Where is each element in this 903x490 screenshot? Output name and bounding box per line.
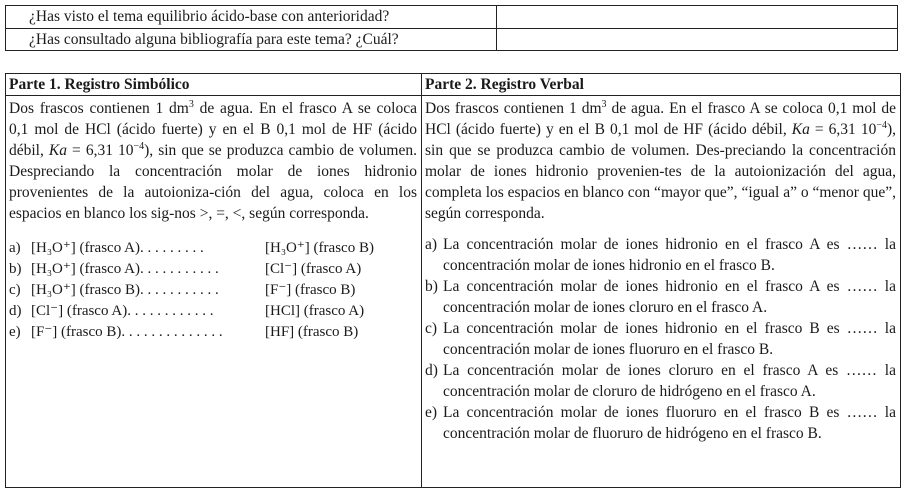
item-left — [31, 259, 265, 280]
part2-intro — [425, 98, 896, 224]
part2-title: Parte 2. Registro Verbal — [422, 74, 900, 96]
item-letter: b) — [9, 261, 22, 277]
verbal-item — [425, 276, 896, 318]
symbolic-item — [9, 259, 417, 280]
verbal-items — [425, 234, 896, 444]
blank-space[interactable]: . . . . . . . . . . . — [139, 261, 219, 277]
part1-intro — [9, 98, 417, 224]
intro-text: Dos frascos contienen 1 dm — [425, 100, 602, 117]
part1-title: Parte 1. Registro Simbólico — [6, 74, 421, 96]
blank-space[interactable]: . . . . . . . . . — [139, 240, 204, 256]
item-left-text: [Cl⁻] (frasco A) — [31, 303, 128, 319]
intro-text: ), sin que se produzca cambio de volumen. Des-preciando la concentración molar de iones hidronio provenien-tes de la autoionización del agua, completa los espacios en blanco con “mayor que”, “igual a” o “menor que”, según corresponda. — [425, 121, 897, 222]
item-letter: a) — [9, 240, 21, 256]
survey-table — [5, 5, 898, 51]
item-left-text: [H₃O⁺] (frasco B) — [31, 282, 140, 298]
item-right: [HF] (frasco B) — [265, 324, 359, 340]
intro-text: = 6,31 10 — [67, 142, 134, 159]
survey-row — [6, 6, 897, 28]
symbolic-items — [9, 238, 417, 343]
blank-space[interactable]: . . . . . . . . . . . . . . — [121, 324, 223, 340]
part2-body — [422, 96, 900, 444]
symbolic-item — [9, 301, 417, 322]
item-left-text: [F⁻] (frasco B) — [31, 324, 122, 340]
blank-space[interactable]: . . . . . . . . . . . — [139, 282, 219, 298]
survey-question: ¿Has consultado alguna bibliografía para este tema? ¿Cuál? — [6, 29, 497, 50]
item-right: [HCl] (frasco A) — [265, 303, 365, 319]
item-left-text: [H₃O⁺] (frasco A) — [31, 240, 140, 256]
verbal-item — [425, 234, 896, 276]
item-left — [31, 238, 265, 259]
item-text: La concentración molar de iones fluoruro en el frasco B es …… la concentración molar de fluoruro de hidrógeno en el frasco B. — [443, 404, 896, 442]
item-left — [31, 280, 265, 301]
survey-answer-field[interactable] — [497, 6, 897, 28]
item-text: La concentración molar de iones hidronio en el frasco B es …… la concentración molar de iones fluoruro en el frasco B. — [443, 320, 896, 358]
intro-text: de agua. En el frasco A se coloca 0,1 mol de HCl (ácido fuerte) y en el B 0,1 mol de HF (ácido débil, — [9, 100, 417, 159]
item-text: La concentración molar de iones hidronio en el frasco A es …… la concentración molar de iones hidronio en el frasco B. — [443, 236, 896, 274]
ka-label: Ka — [791, 121, 810, 138]
superscript: 3 — [601, 98, 607, 110]
item-letter: d) — [9, 303, 22, 319]
item-right: [H₃O⁺] (frasco B) — [265, 240, 374, 256]
item-letter: c) — [9, 282, 21, 298]
superscript: −4 — [133, 140, 145, 152]
verbal-item — [425, 360, 896, 402]
item-text: La concentración molar de iones cloruro en el frasco A es …… la concentración molar de cloruro de hidrógeno en el frasco A. — [443, 362, 896, 400]
symbolic-item — [9, 280, 417, 301]
intro-text: de agua. En el frasco A se coloca 0,1 mol de HCl (ácido fuerte) y en el B 0,1 mol de HF (ácido débil, — [425, 100, 896, 138]
exercise-table — [5, 73, 901, 488]
item-letter: d) — [425, 362, 438, 379]
item-right: [Cl⁻] (frasco A) — [265, 261, 362, 277]
item-left — [31, 322, 265, 343]
ka-label: Ka — [48, 142, 67, 159]
intro-text: = 6,31 10 — [809, 121, 877, 138]
item-letter: c) — [425, 320, 438, 337]
item-letter: a) — [425, 236, 438, 253]
survey-question: ¿Has visto el tema equilibrio ácido-base con anterioridad? — [6, 6, 497, 28]
intro-text: Dos frascos contienen 1 dm — [9, 100, 189, 117]
symbolic-item — [9, 238, 417, 259]
item-letter: b) — [425, 278, 438, 295]
superscript: 3 — [188, 98, 194, 110]
item-letter: e) — [9, 324, 21, 340]
blank-space[interactable]: . . . . . . . . . . . . — [127, 303, 214, 319]
item-left — [31, 301, 265, 322]
part2-column — [422, 74, 900, 487]
part1-body — [6, 96, 421, 343]
symbolic-item — [9, 322, 417, 343]
item-left-text: [H₃O⁺] (frasco A) — [31, 261, 140, 277]
intro-text: ), sin que se produzca cambio de volumen. Despreciando la concentración molar de iones hidronio provenientes de la autoioniza-ción del agua, coloca en los espacios en blanco los sig-nos >, =, <, según corresponda. — [9, 142, 417, 222]
item-right: [F⁻] (frasco B) — [265, 282, 356, 298]
verbal-item — [425, 318, 896, 360]
part1-column — [6, 74, 422, 487]
verbal-item — [425, 402, 896, 444]
survey-row — [6, 28, 897, 50]
superscript: −4 — [876, 119, 887, 131]
survey-answer-field[interactable] — [497, 29, 897, 50]
item-letter: e) — [425, 404, 438, 421]
item-text: La concentración molar de iones hidronio en el frasco A es …… la concentración molar de iones cloruro en el frasco A. — [443, 278, 896, 316]
